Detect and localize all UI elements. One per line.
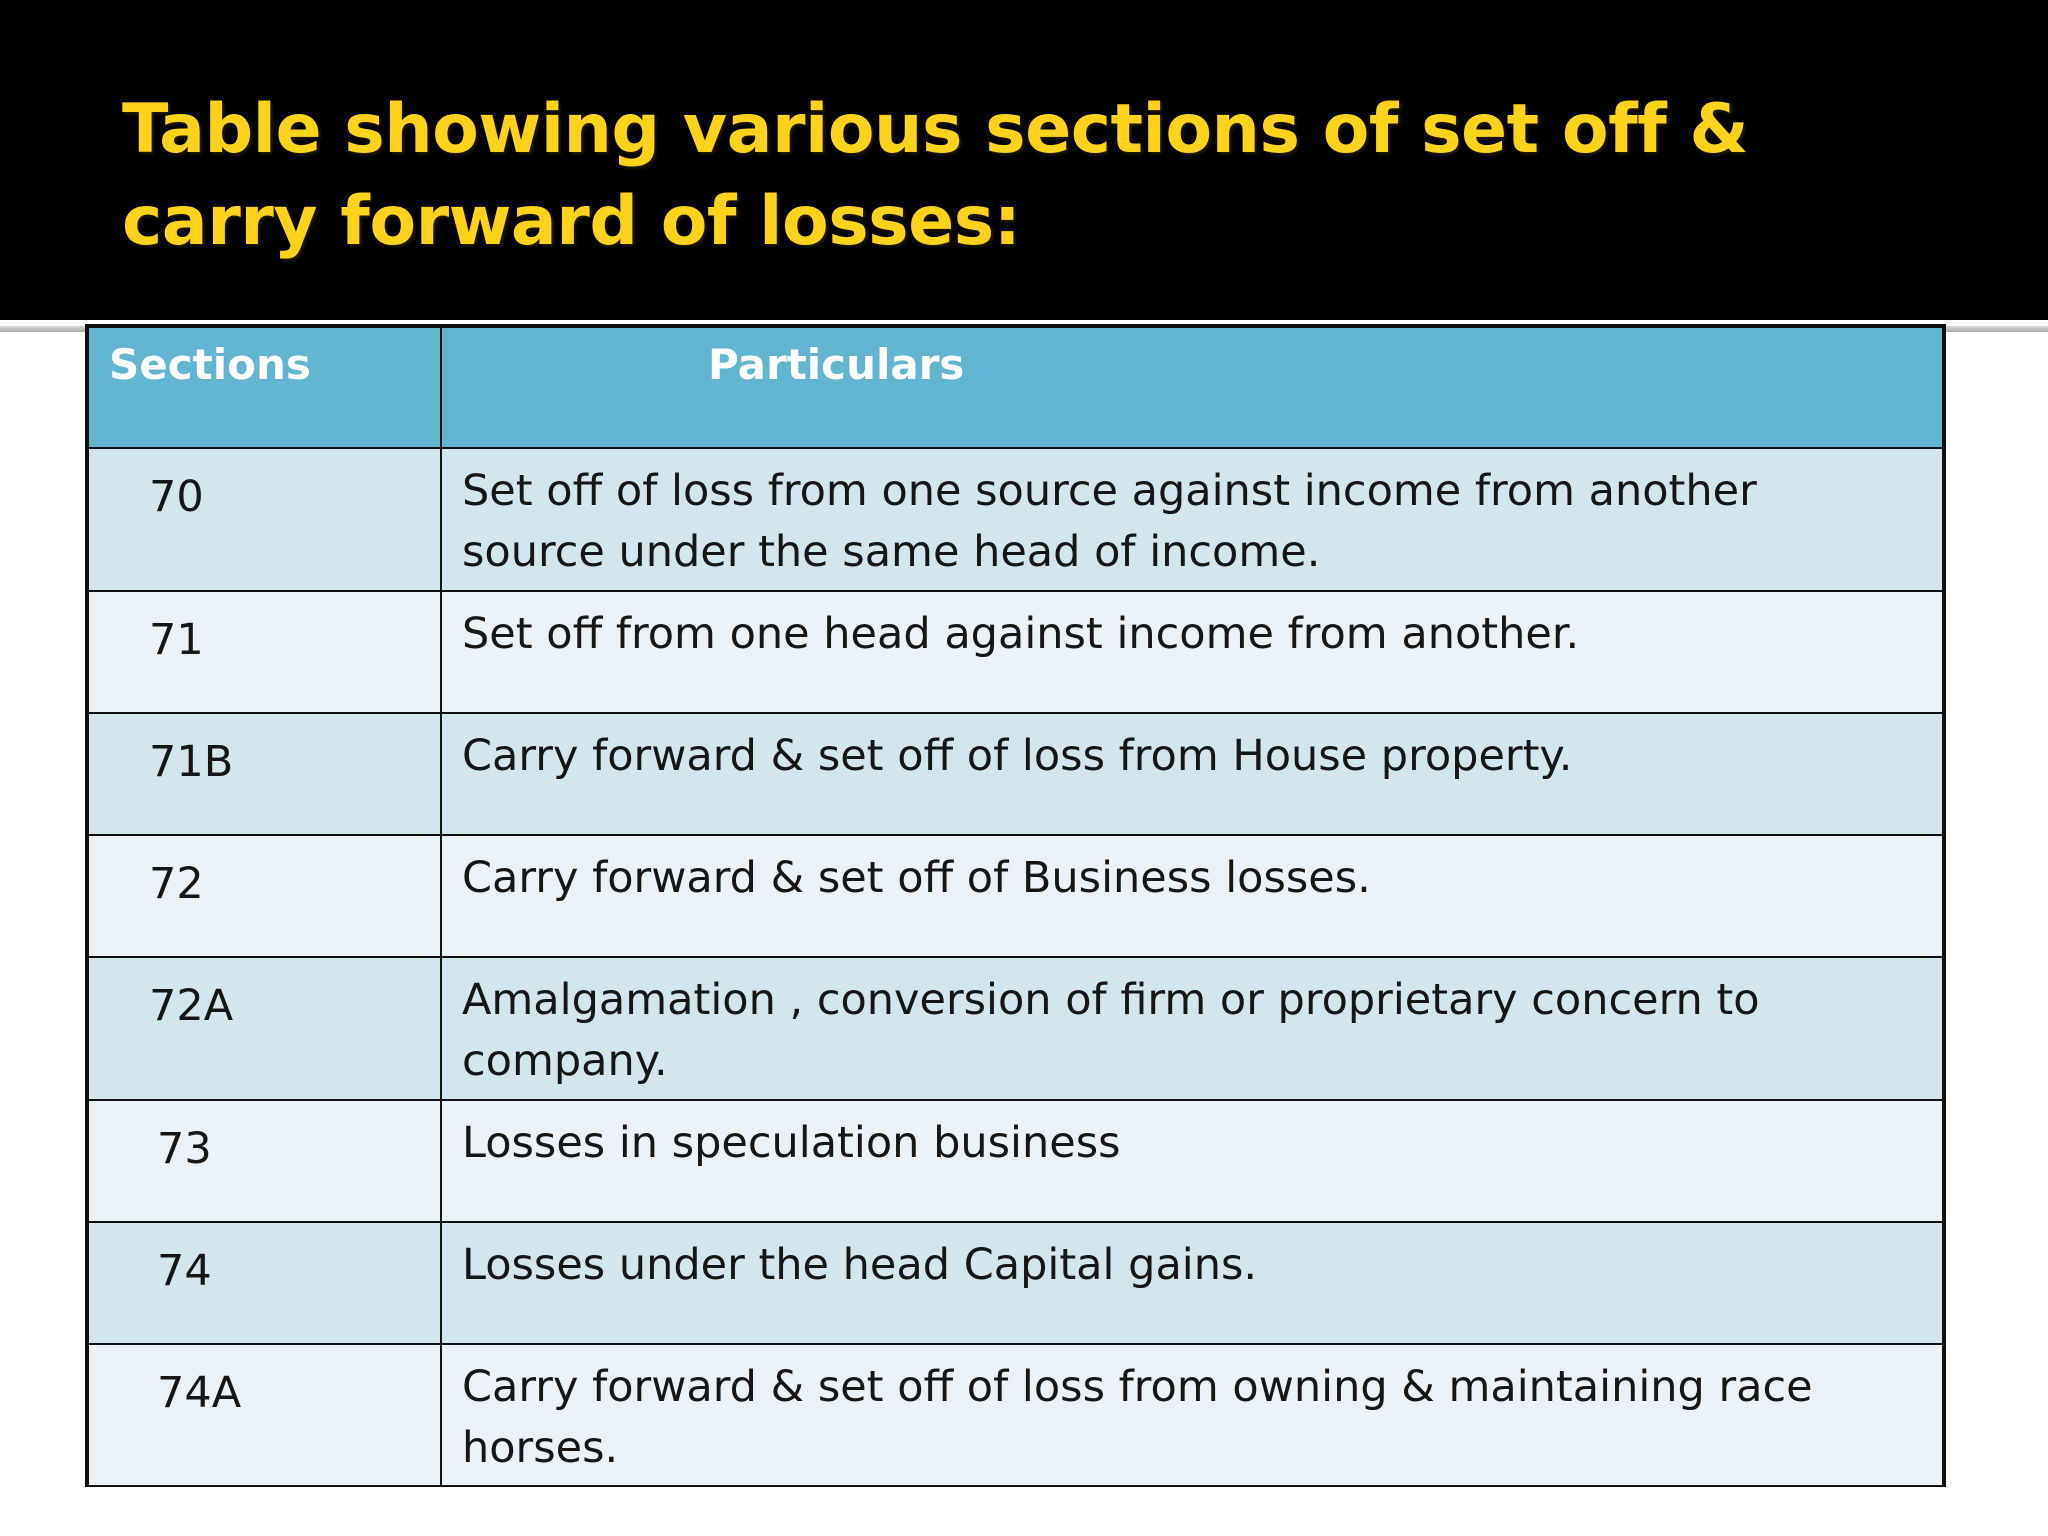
table-header	[88, 327, 1943, 448]
section-particulars: Carry forward & set off of loss from House property.	[441, 713, 1943, 835]
table-row	[88, 448, 1943, 591]
table-row	[88, 835, 1943, 957]
section-particulars: Carry forward & set off of loss from owning & maintaining race horses.	[441, 1344, 1943, 1487]
section-particulars: Losses in speculation business	[441, 1100, 1943, 1222]
particulars-column-header: Particulars	[441, 327, 1943, 448]
section-number: 73	[88, 1100, 441, 1222]
section-number: 71B	[88, 713, 441, 835]
slide-title: Table showing various sections of set off & carry forward of losses:	[122, 90, 1749, 261]
section-number: 74A	[88, 1344, 441, 1487]
table-row	[88, 591, 1943, 713]
sections-table	[87, 326, 1944, 1487]
header-row	[88, 327, 1943, 448]
section-number: 74	[88, 1222, 441, 1344]
table-row	[88, 1222, 1943, 1344]
table-row	[88, 713, 1943, 835]
table-row	[88, 957, 1943, 1100]
section-number: 72A	[88, 957, 441, 1100]
sections-column-header: Sections	[88, 327, 441, 448]
section-number: 71	[88, 591, 441, 713]
table-row	[88, 1344, 1943, 1487]
table-row	[88, 1100, 1943, 1222]
table-body	[88, 448, 1943, 1487]
section-particulars: Set off of loss from one source against income from another source under the same head of income.	[441, 448, 1943, 591]
section-particulars: Losses under the head Capital gains.	[441, 1222, 1943, 1344]
sections-table-container	[85, 324, 1946, 1487]
section-number: 70	[88, 448, 441, 591]
section-number: 72	[88, 835, 441, 957]
section-particulars: Amalgamation , conversion of firm or proprietary concern to company.	[441, 957, 1943, 1100]
section-particulars: Carry forward & set off of Business losses.	[441, 835, 1943, 957]
section-particulars: Set off from one head against income from another.	[441, 591, 1943, 713]
